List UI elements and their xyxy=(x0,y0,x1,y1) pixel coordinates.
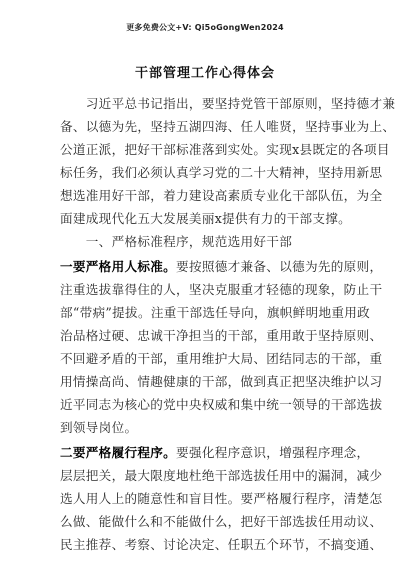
body-line xyxy=(60,370,383,393)
body-line xyxy=(60,230,350,253)
body-text: 民主推荐、考察、讨论决定、任职五个环节，不搞变通、 xyxy=(60,537,383,552)
body-line xyxy=(60,510,383,533)
body-line xyxy=(60,324,383,347)
body-text: 备、以德为先，坚持五湖四海、任人唯贤，坚持事业为上、 xyxy=(60,119,396,134)
body-line xyxy=(60,255,383,278)
body-line xyxy=(60,487,383,510)
body-text: 么做、能做什么和不能做什么，把好干部选拔任用动议、 xyxy=(60,514,383,529)
section-heading: 一要严格用人标准。 xyxy=(60,259,177,274)
body-text: 部“带病”提拔。注重干部选任导向，旗帜鲜明地重用政 xyxy=(60,305,371,320)
body-text: 想选准用好干部，着力建设高素质专业化干部队伍，为全 xyxy=(60,188,383,203)
body-line xyxy=(60,184,383,207)
body-line xyxy=(60,207,350,230)
body-line xyxy=(60,347,383,370)
body-text: 治品格过硬、忠诚干净担当的干部，重用敢于坚持原则、 xyxy=(60,328,383,343)
body-text: 标任务，我们必须认真学习党的二十大精神，坚持用新思 xyxy=(60,165,383,180)
document-title: 干部管理工作心得体会 xyxy=(134,66,275,81)
body-text: 用情操高尚、情趣健康的干部，做到真正把坚决维护以习 xyxy=(60,374,383,389)
body-line xyxy=(60,115,396,138)
body-text: 一、严格标准程序，规范选用好干部 xyxy=(60,234,293,249)
body-line xyxy=(60,301,371,324)
section-heading: 二要严格履行程序。 xyxy=(60,445,177,460)
header-banner: 更多免费公文+V: Qi5oGongWen2024 xyxy=(126,23,284,32)
body-text: 面建成现代化五大发展美丽x提供有力的干部支撑。 xyxy=(60,211,352,226)
body-line xyxy=(60,161,383,184)
body-text: 不回避矛盾的干部，重用维护大局、团结同志的干部，重 xyxy=(60,351,383,366)
body-line xyxy=(60,138,390,161)
body-line xyxy=(60,393,383,416)
body-text: 习近平总书记指出，要坚持党管干部原则，坚持德才兼 xyxy=(60,96,396,111)
body-text: 到领导岗位。 xyxy=(60,420,138,435)
body-text: 注重选拔靠得住的人，坚决克服重才轻德的现象，防止干 xyxy=(60,282,383,297)
body-text: 要按照德才兼备、以德为先的原则， xyxy=(176,259,383,274)
body-text: 层层把关，最大限度地杜绝干部选拔任用中的漏洞，减少 xyxy=(60,468,383,483)
body-text: 公道正派，把好干部标准落到实处。实现x县既定的各项目 xyxy=(60,142,390,157)
body-line xyxy=(60,533,383,556)
body-text: 近平同志为核心的党中央权威和集中统一领导的干部选拔 xyxy=(60,397,383,412)
body-line xyxy=(60,441,370,464)
body-text: 选人用人上的随意性和盲目性。要严格履行程序，清楚怎 xyxy=(60,491,383,506)
body-text: 要强化程序意识，增强程序理念， xyxy=(176,445,370,460)
body-line xyxy=(60,416,350,439)
body-line xyxy=(60,92,396,115)
body-line xyxy=(60,464,383,487)
document-body xyxy=(60,92,396,556)
body-line xyxy=(60,278,383,301)
